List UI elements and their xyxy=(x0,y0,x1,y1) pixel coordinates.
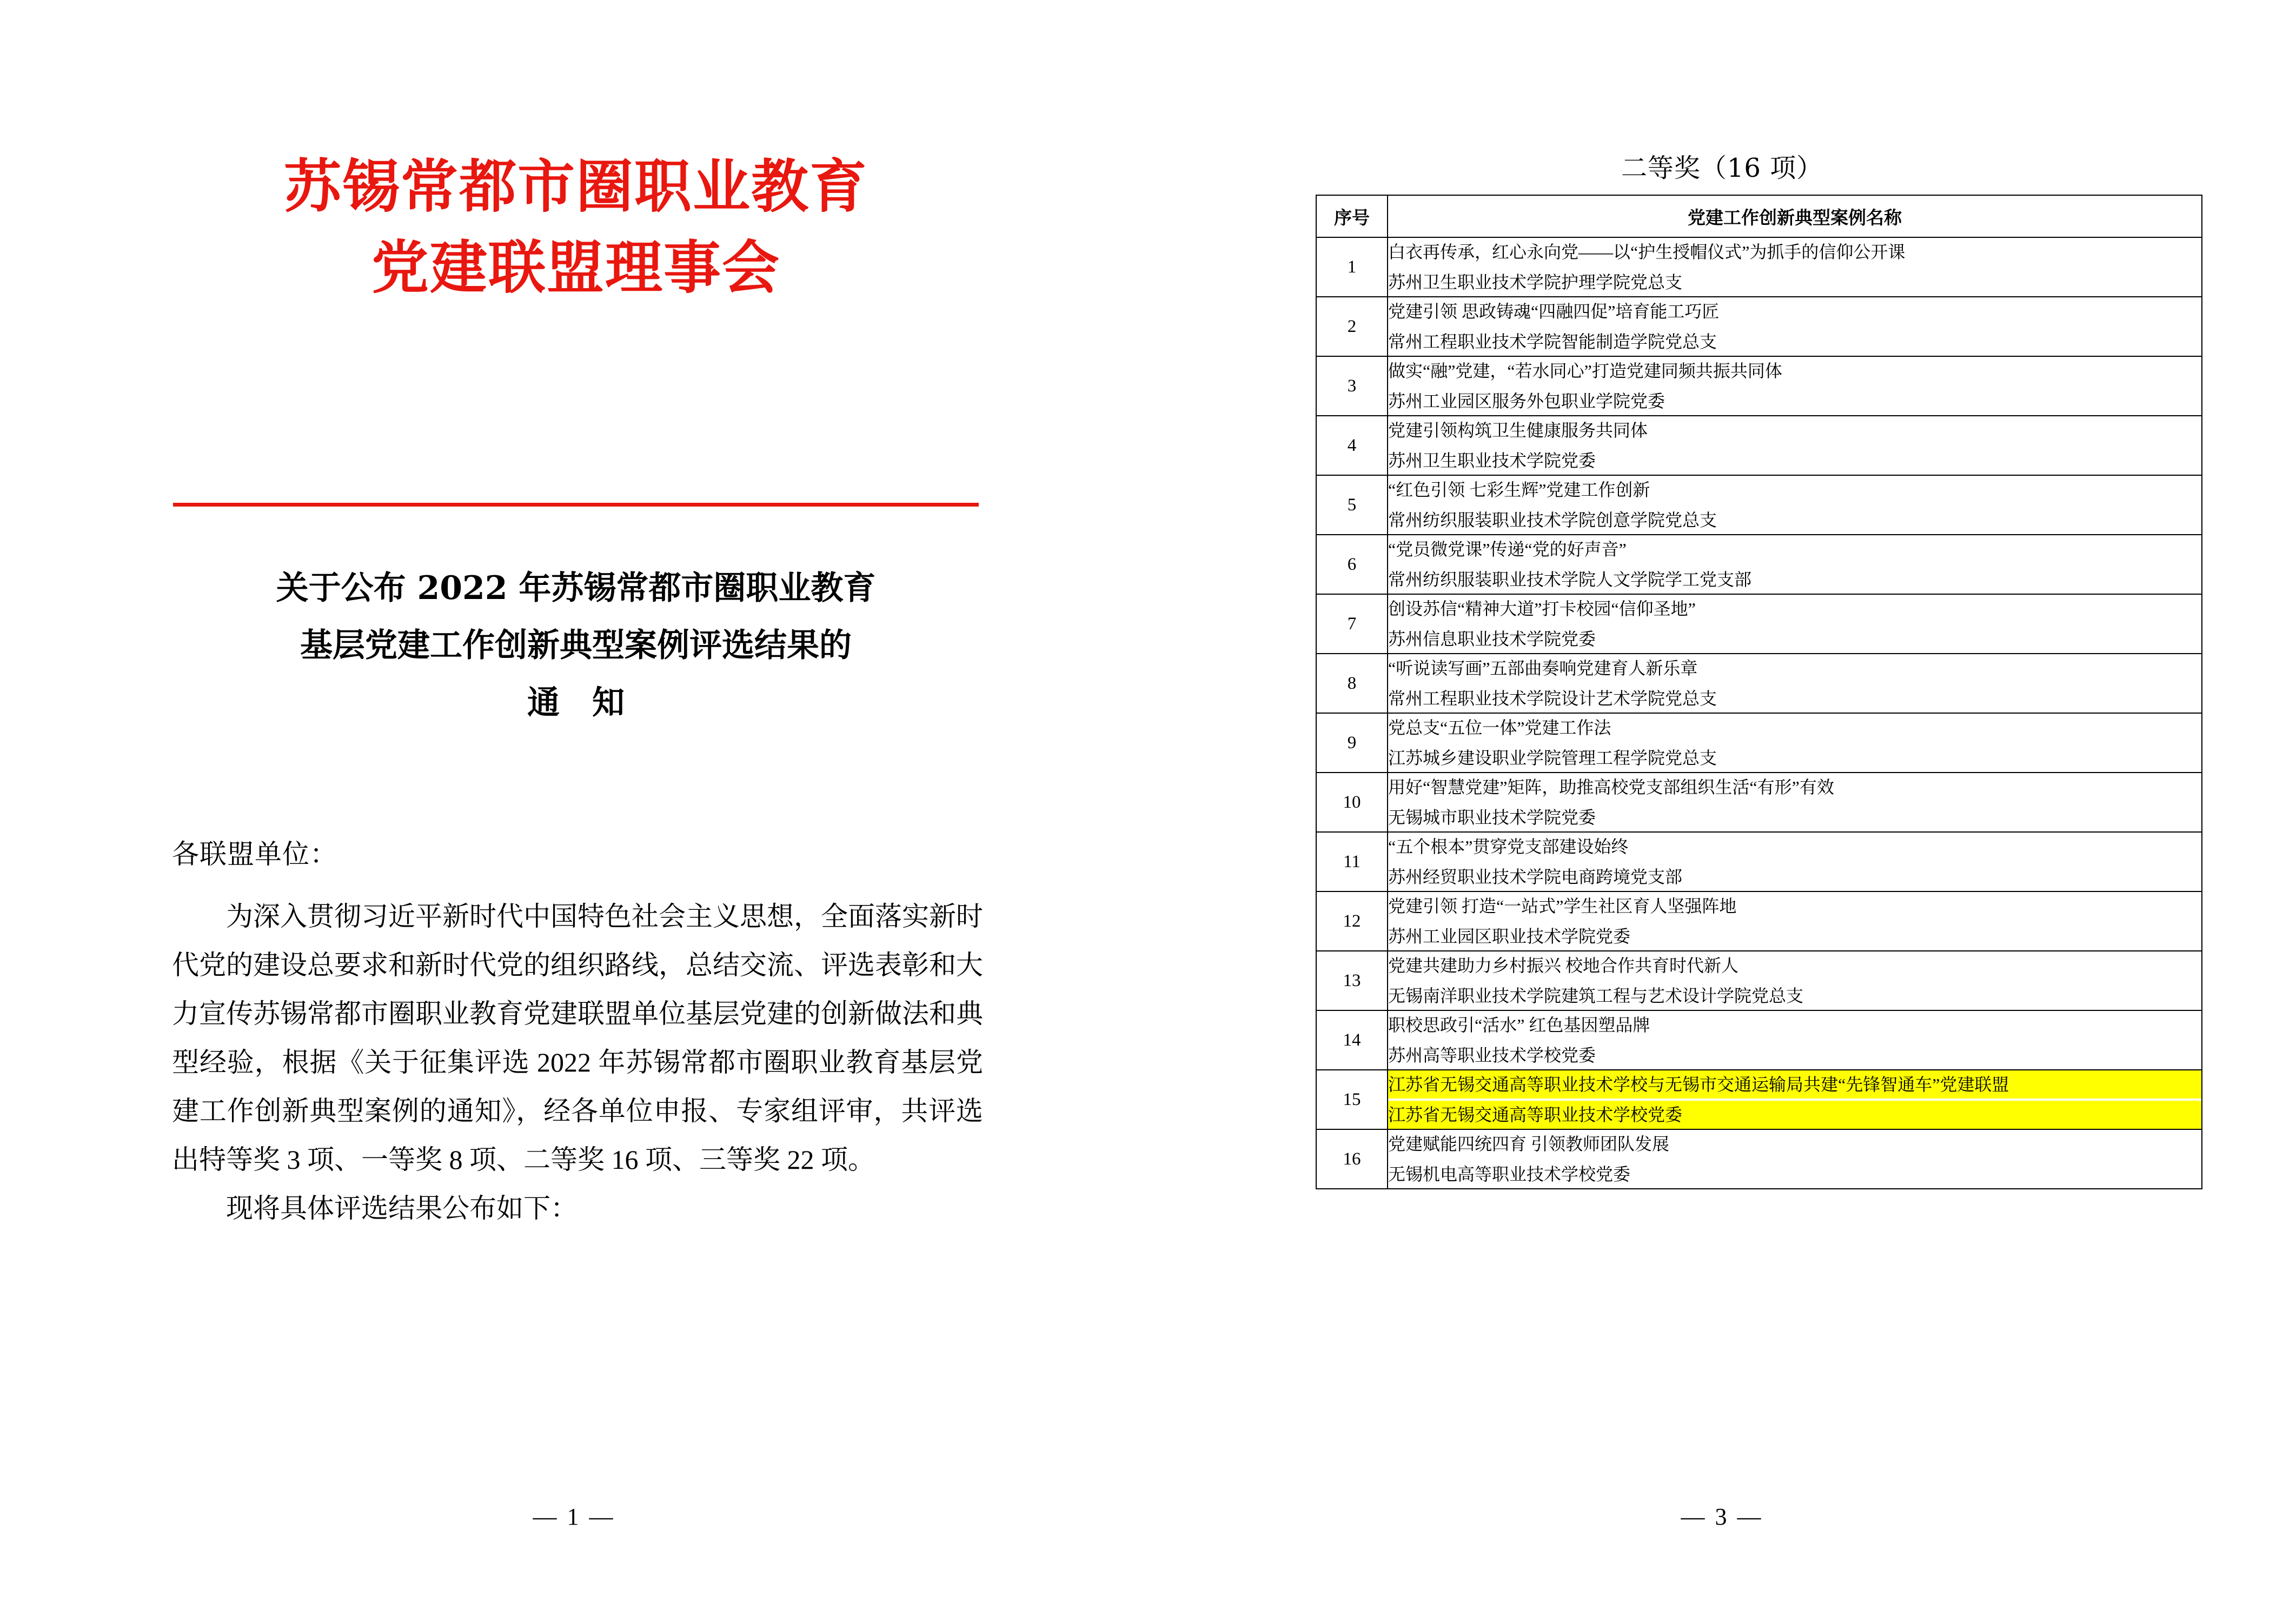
table-row xyxy=(1316,594,2202,654)
table-row-highlighted xyxy=(1316,1070,2202,1129)
case-unit: 常州纺织服装职业技术学院人文学院学工党支部 xyxy=(1388,570,1752,589)
row-number: 15 xyxy=(1316,1070,1388,1129)
row-number: 6 xyxy=(1316,535,1388,594)
table-row xyxy=(1316,1010,2202,1070)
table-header-row xyxy=(1316,195,2202,237)
row-case xyxy=(1388,594,2202,654)
case-title: 党建赋能四统四育 引领教师团队发展 xyxy=(1388,1134,1670,1154)
document-subject-line3: 通 知 xyxy=(527,684,625,722)
case-unit: 苏州信息职业技术学院党委 xyxy=(1388,629,1596,649)
row-number: 5 xyxy=(1316,475,1388,535)
case-unit: 苏州卫生职业技术学院党委 xyxy=(1388,451,1596,470)
right-page xyxy=(1148,0,2296,1624)
row-number: 2 xyxy=(1316,297,1388,356)
row-case xyxy=(1388,773,2202,832)
case-title: 白衣再传承，红心永向党——以“护生授帽仪式”为抓手的信仰公开课 xyxy=(1388,242,1906,262)
table-row xyxy=(1316,654,2202,713)
document-subject-line1: 关于公布 2022 年苏锡常都市圈职业教育 xyxy=(276,569,876,607)
table-row xyxy=(1316,535,2202,594)
row-case xyxy=(1388,1129,2202,1189)
row-number: 14 xyxy=(1316,1010,1388,1070)
case-title: 创设苏信“精神大道”打卡校园“信仰圣地” xyxy=(1388,599,1696,618)
row-case xyxy=(1388,237,2202,297)
organization-title-line2: 党建联盟理事会 xyxy=(371,234,780,301)
case-title: “红色引领 七彩生辉”党建工作创新 xyxy=(1388,480,1650,500)
page-number-left: — 1 — xyxy=(533,1503,615,1530)
cases-table xyxy=(1316,195,2202,1189)
row-number: 3 xyxy=(1316,356,1388,416)
case-unit: 无锡南洋职业技术学院建筑工程与艺术设计学院党总支 xyxy=(1388,986,1804,1006)
case-unit: 无锡机电高等职业技术学校党委 xyxy=(1388,1164,1631,1184)
row-case xyxy=(1388,951,2202,1010)
cases-table-body xyxy=(1316,237,2202,1189)
row-number: 4 xyxy=(1316,416,1388,475)
table-row xyxy=(1316,297,2202,356)
row-case xyxy=(1388,297,2202,356)
salutation: 各联盟单位： xyxy=(172,839,337,869)
case-title: 党建共建助力乡村振兴 校地合作共育时代新人 xyxy=(1388,956,1739,975)
row-case xyxy=(1388,535,2202,594)
case-title: 党建引领构筑卫生健康服务共同体 xyxy=(1388,421,1648,440)
case-unit: 无锡城市职业技术学院党委 xyxy=(1388,808,1596,827)
row-number: 12 xyxy=(1316,891,1388,951)
row-case xyxy=(1388,1010,2202,1070)
table-row xyxy=(1316,475,2202,535)
row-number: 13 xyxy=(1316,951,1388,1010)
cases-table-head xyxy=(1316,195,2202,237)
header-cell-no: 序号 xyxy=(1316,195,1388,237)
row-number: 7 xyxy=(1316,594,1388,654)
row-case xyxy=(1388,713,2202,773)
body-paragraph-2: 现将具体评选结果公布如下： xyxy=(226,1193,578,1223)
table-row xyxy=(1316,891,2202,951)
table-row xyxy=(1316,356,2202,416)
body-text xyxy=(172,892,983,1233)
row-number: 8 xyxy=(1316,654,1388,713)
organization-title xyxy=(162,146,990,308)
case-title: “五个根本”贯穿党支部建设始终 xyxy=(1388,837,1629,856)
row-number: 1 xyxy=(1316,237,1388,297)
page-number-right: — 3 — xyxy=(1681,1503,1763,1530)
row-case xyxy=(1388,654,2202,713)
case-title: “听说读写画”五部曲奏响党建育人新乐章 xyxy=(1388,658,1698,678)
row-case xyxy=(1388,416,2202,475)
case-unit: 苏州卫生职业技术学院护理学院党总支 xyxy=(1388,272,1683,292)
organization-title-line1: 苏锡常都市圈职业教育 xyxy=(284,152,868,220)
case-title: 做实“融”党建，“若水同心”打造党建同频共振共同体 xyxy=(1388,361,1782,381)
case-unit: 江苏省无锡交通高等职业技术学校党委 xyxy=(1388,1101,2201,1129)
case-title: 职校思政引“活水” 红色基因塑品牌 xyxy=(1388,1015,1650,1035)
case-unit: 苏州工业园区服务外包职业学院党委 xyxy=(1388,391,1665,411)
row-case xyxy=(1388,475,2202,535)
document-subject xyxy=(162,560,990,731)
row-number: 9 xyxy=(1316,713,1388,773)
red-divider-rule xyxy=(173,503,979,507)
table-row xyxy=(1316,773,2202,832)
row-number: 10 xyxy=(1316,773,1388,832)
row-case xyxy=(1388,356,2202,416)
row-case xyxy=(1388,832,2202,891)
table-row xyxy=(1316,832,2202,891)
case-unit: 常州纺织服装职业技术学院创意学院党总支 xyxy=(1388,510,1717,530)
table-row xyxy=(1316,951,2202,1010)
case-unit: 苏州经贸职业技术学院电商跨境党支部 xyxy=(1388,867,1683,887)
case-title: 用好“智慧党建”矩阵，助推高校党支部组织生活“有形”有效 xyxy=(1388,777,1834,797)
award-category-heading: 二等奖（16 项） xyxy=(1621,153,1823,183)
case-title: 江苏省无锡交通高等职业技术学校与无锡市交通运输局共建“先锋智通车”党建联盟 xyxy=(1388,1070,2201,1099)
table-row xyxy=(1316,1129,2202,1189)
case-unit: 常州工程职业技术学院设计艺术学院党总支 xyxy=(1388,689,1717,708)
case-title: “党员微党课”传递“党的好声音” xyxy=(1388,540,1627,559)
case-title: 党总支“五位一体”党建工作法 xyxy=(1388,718,1611,737)
row-case xyxy=(1388,891,2202,951)
row-number: 16 xyxy=(1316,1129,1388,1189)
body-paragraph-1: 为深入贯彻习近平新时代中国特色社会主义思想，全面落实新时代党的建设总要求和新时代党的组织路线，总结交流、评选表彰和大力宣传苏锡常都市圈职业教育党建联盟单位基层党建的创新做法和典型经验，根据《关于征集评选 2022 年苏锡常都市圈职业教育基层党建工作创新典型案例的通知》，经各单位申报、专家组评审，共评选出特等奖 3 项、一等奖 8 项、二等奖 16 项、三等奖 22 项。 xyxy=(172,901,983,1175)
case-unit: 江苏城乡建设职业学院管理工程学院党总支 xyxy=(1388,748,1717,768)
row-number: 11 xyxy=(1316,832,1388,891)
header-cell-case-name: 党建工作创新典型案例名称 xyxy=(1388,195,2202,237)
table-row xyxy=(1316,237,2202,297)
case-unit: 苏州工业园区职业技术学院党委 xyxy=(1388,927,1631,946)
document-subject-line2: 基层党建工作创新典型案例评选结果的 xyxy=(300,627,852,664)
case-title: 党建引领 思政铸魂“四融四促”培育能工巧匠 xyxy=(1388,302,1720,321)
table-row xyxy=(1316,416,2202,475)
case-unit: 苏州高等职业技术学校党委 xyxy=(1388,1046,1596,1065)
table-row xyxy=(1316,713,2202,773)
cases-table-wrapper xyxy=(1316,195,2202,1189)
case-unit: 常州工程职业技术学院智能制造学院党总支 xyxy=(1388,332,1717,351)
case-title: 党建引领 打造“一站式”学生社区育人坚强阵地 xyxy=(1388,896,1737,916)
row-case xyxy=(1388,1070,2202,1129)
